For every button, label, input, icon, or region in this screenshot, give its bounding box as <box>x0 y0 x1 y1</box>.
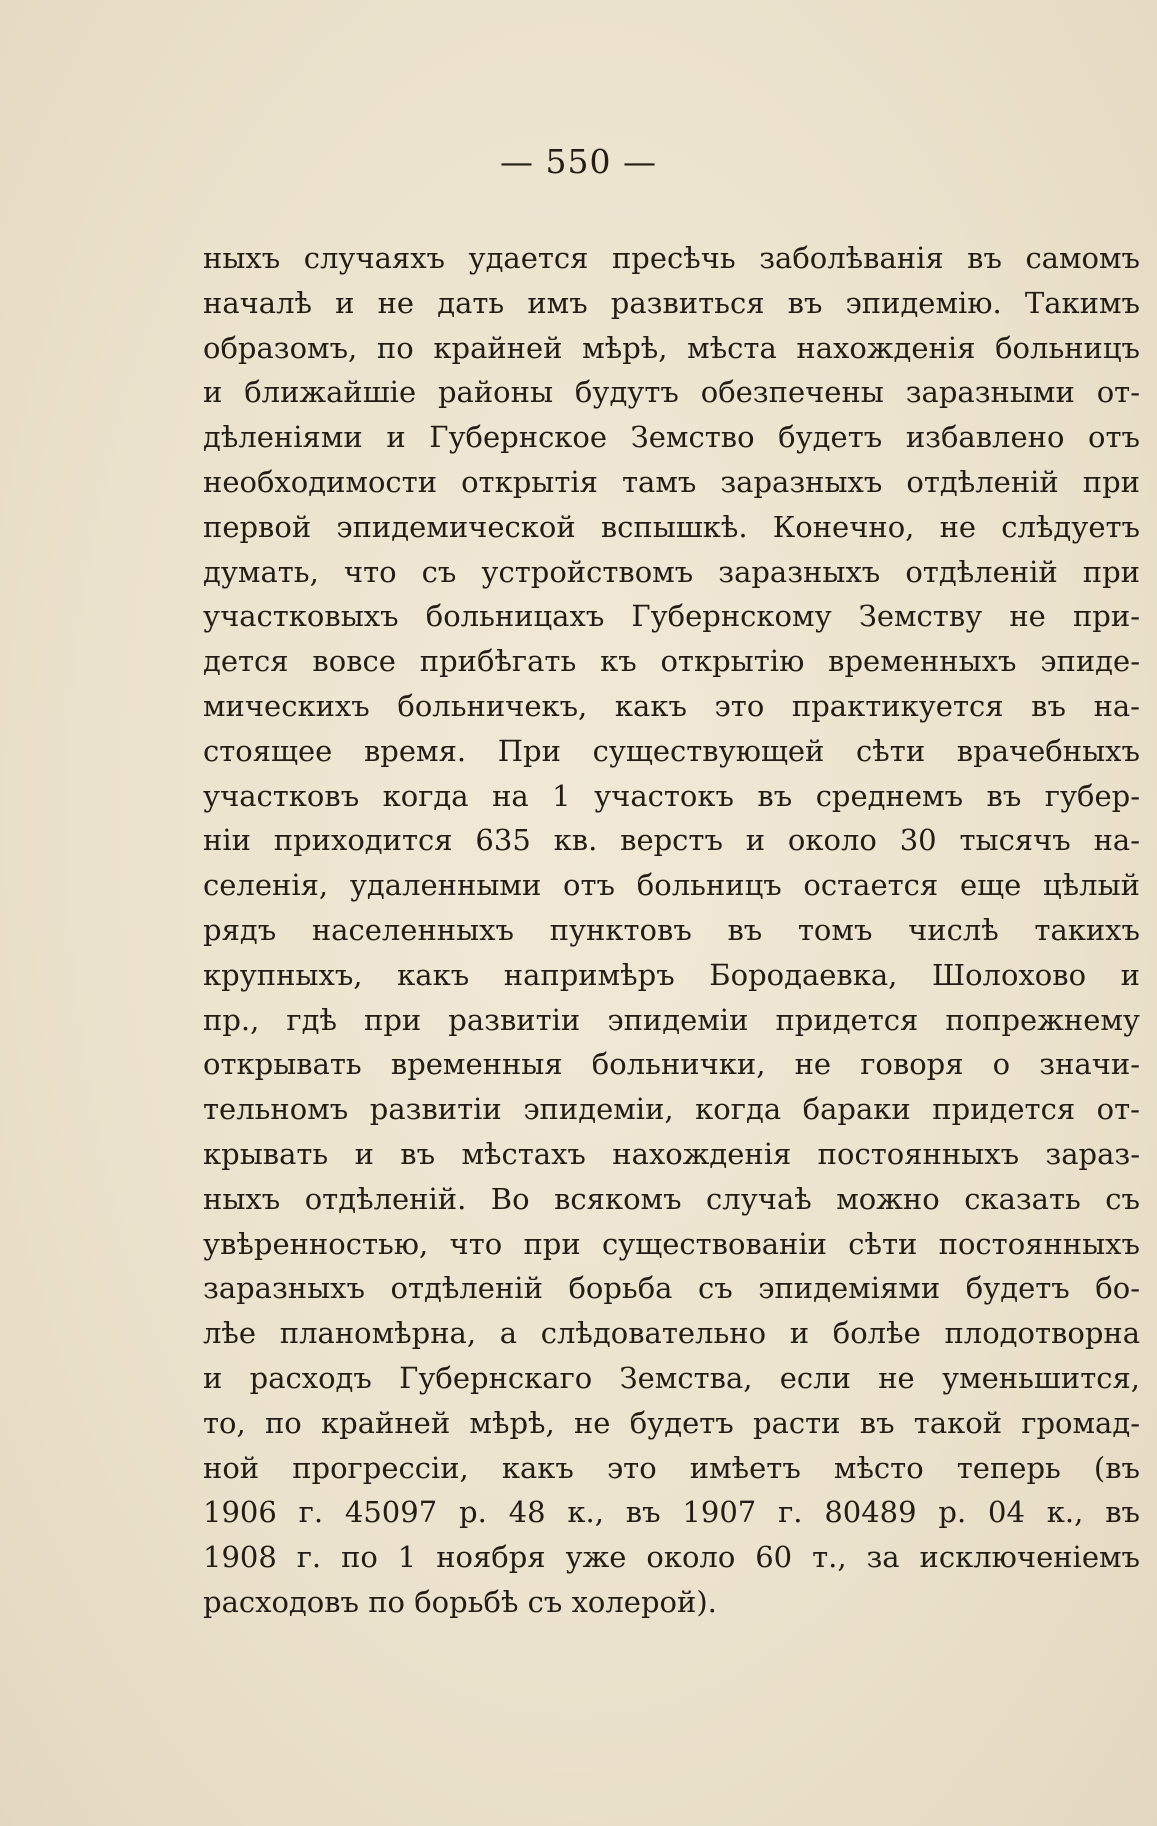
text-line: лѣе планомѣрна, а слѣдовательно и болѣе плодотворна <box>203 1316 1140 1351</box>
text-line: необходимости открытія тамъ заразныхъ отдѣленій при <box>203 464 1140 499</box>
text-line: крупныхъ, какъ напримѣръ Бородаевка, Шолохово и <box>203 957 1140 992</box>
text-line: и ближайшіе районы будутъ обезпечены заразными от- <box>203 375 1140 410</box>
text-line: рядъ населенныхъ пунктовъ въ томъ числѣ такихъ <box>203 912 1140 947</box>
text-line: образомъ, по крайней мѣрѣ, мѣста нахожденія больницъ <box>203 330 1140 365</box>
text-line: началѣ и не дать имъ развиться въ эпидемію. Такимъ <box>203 285 1140 320</box>
text-line: стоящее время. При существующей сѣти врачебныхъ <box>203 733 1140 768</box>
text-line: крывать и въ мѣстахъ нахожденія постоянныхъ зараз- <box>203 1136 1140 1171</box>
text-line: то, по крайней мѣрѣ, не будетъ расти въ такой громад- <box>203 1405 1140 1440</box>
text-line: увѣренностью, что при существованіи сѣти постоянныхъ <box>203 1226 1140 1261</box>
text-line: мическихъ больничекъ, какъ это практикуется въ на- <box>203 688 1140 723</box>
text-line: дѣленіями и Губернское Земство будетъ избавлено отъ <box>203 420 1140 455</box>
text-line: 1906 г. 45097 р. 48 к., въ 1907 г. 80489 р. 04 к., въ <box>203 1495 1140 1530</box>
text-line: заразныхъ отдѣленій борьба съ эпидеміями будетъ бо- <box>203 1271 1140 1306</box>
text-line: пр., гдѣ при развитіи эпидеміи придется попрежнему <box>203 1002 1140 1037</box>
text-line: тельномъ развитіи эпидеміи, когда бараки придется от- <box>203 1092 1140 1127</box>
text-line: ной прогрессіи, какъ это имѣетъ мѣсто теперь (въ <box>203 1450 1140 1485</box>
text-line: дется вовсе прибѣгать къ открытію временныхъ эпиде- <box>203 644 1140 679</box>
text-line: участковъ когда на 1 участокъ въ среднемъ въ губер- <box>203 778 1140 813</box>
text-line: участковыхъ больницахъ Губернскому Земству не при- <box>203 599 1140 634</box>
text-line: ніи приходится 635 кв. верстъ и около 30 тысячъ на- <box>203 823 1140 858</box>
text-line: первой эпидемической вспышкѣ. Конечно, не слѣдуетъ <box>203 509 1140 544</box>
body-text <box>203 236 1140 1625</box>
page-number: — 550 — <box>500 142 657 181</box>
text-line: 1908 г. по 1 ноября уже около 60 т., за исключеніемъ <box>203 1540 1140 1575</box>
text-line: и расходъ Губернскаго Земства, если не уменьшится, <box>203 1360 1140 1395</box>
text-line: селенія, удаленными отъ больницъ остается еще цѣлый <box>203 868 1140 903</box>
text-line: открывать временныя больнички, не говоря о значи- <box>203 1047 1140 1082</box>
text-line: расходовъ по борьбѣ съ холерой). <box>203 1584 717 1619</box>
text-line: ныхъ отдѣленій. Во всякомъ случаѣ можно сказать съ <box>203 1181 1140 1216</box>
text-line: думать, что съ устройствомъ заразныхъ отдѣленій при <box>203 554 1140 589</box>
text-line: ныхъ случаяхъ удается пресѣчь заболѣванія въ самомъ <box>203 241 1140 275</box>
